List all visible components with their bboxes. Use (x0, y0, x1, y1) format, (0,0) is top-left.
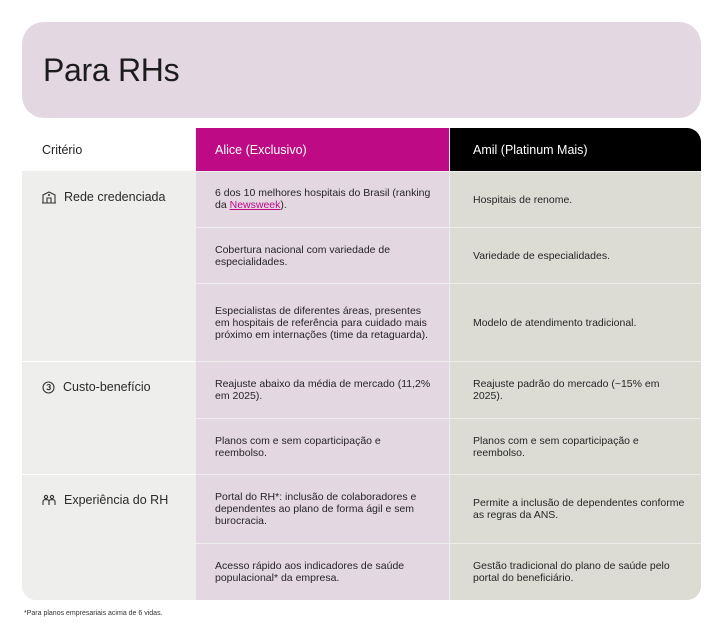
comparison-table (22, 128, 701, 600)
newsweek-link[interactable]: Newsweek (229, 199, 281, 211)
criteria-rede-credenciada (22, 172, 195, 361)
people-icon (42, 494, 56, 507)
amil-cell: Reajuste padrão do mercado (~15% em 2025). (450, 362, 701, 418)
header-criteria: Critério (22, 128, 195, 171)
alice-cell (196, 172, 449, 227)
alice-cell: Reajuste abaixo da média de mercado (11,2% em 2025). (196, 362, 449, 418)
header-alice: Alice (Exclusivo) (196, 128, 449, 171)
criteria-label: Rede credenciada (64, 190, 166, 204)
amil-cell: Permite a inclusão de dependentes conforme as regras da ANS. (450, 475, 701, 543)
alice-cell: Cobertura nacional com variedade de especialidades. (196, 228, 449, 283)
hero-banner (22, 22, 701, 118)
cell-text: 6 dos 10 melhores hospitais do Brasil (ranking da Newsweek). (215, 187, 431, 211)
criteria-label: Custo-benefício (63, 380, 151, 394)
hospital-icon (42, 191, 56, 204)
criteria-experiencia-rh (22, 475, 195, 600)
page-title: Para RHs (43, 52, 180, 88)
amil-cell: Gestão tradicional do plano de saúde pelo portal do beneficiário. (450, 544, 701, 600)
coin-icon (42, 381, 55, 394)
criteria-custo-beneficio (22, 362, 195, 474)
alice-cell: Portal do RH*: inclusão de colaboradores e dependentes ao plano de forma ágil e sem burocracia. (196, 475, 449, 543)
alice-cell: Acesso rápido aos indicadores de saúde populacional* da empresa. (196, 544, 449, 600)
amil-cell: Variedade de especialidades. (450, 228, 701, 283)
amil-cell: Modelo de atendimento tradicional. (450, 284, 701, 361)
alice-cell: Planos com e sem coparticipação e reembolso. (196, 419, 449, 474)
alice-cell: Especialistas de diferentes áreas, presentes em hospitais de referência para cuidado mais próximo em internações (time da retaguarda). (196, 284, 449, 361)
amil-cell: Planos com e sem coparticipação e reembolso. (450, 419, 701, 474)
footnote: *Para planos empresariais acima de 6 vidas. (24, 610, 163, 617)
header-amil: Amil (Platinum Mais) (450, 128, 701, 171)
criteria-label: Experiência do RH (64, 493, 169, 507)
amil-cell: Hospitais de renome. (450, 172, 701, 227)
